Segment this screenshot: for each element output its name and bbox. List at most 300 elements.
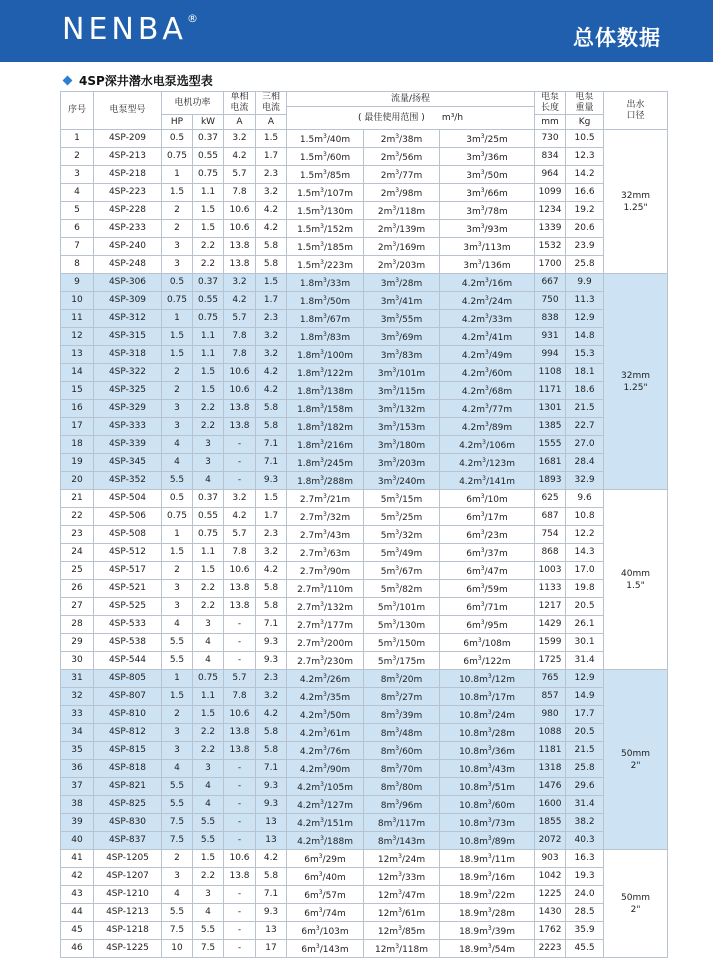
cell-length: 1532 bbox=[535, 238, 566, 256]
cell-flow-2: $12m^3/118m$ bbox=[364, 940, 440, 958]
cell-model: 4SP-309 bbox=[94, 292, 162, 310]
cell-no: 1 bbox=[61, 130, 94, 148]
cell-kw: 5.5 bbox=[193, 814, 224, 832]
table-row bbox=[61, 904, 668, 922]
cell-length: 1301 bbox=[535, 400, 566, 418]
cell-kw: 0.75 bbox=[193, 670, 224, 688]
cell-flow-1: $2.7m^3/43m$ bbox=[287, 526, 364, 544]
cell-model: 4SP-1213 bbox=[94, 904, 162, 922]
cell-flow-2: $8m^3/20m$ bbox=[364, 670, 440, 688]
cell-three-amp: 5.8 bbox=[256, 418, 287, 436]
cell-hp: 1 bbox=[162, 670, 193, 688]
cell-kw: 7.5 bbox=[193, 940, 224, 958]
table-row bbox=[61, 796, 668, 814]
cell-three-amp: 9.3 bbox=[256, 778, 287, 796]
cell-kw: 0.55 bbox=[193, 148, 224, 166]
table-row bbox=[61, 202, 668, 220]
cell-hp: 1 bbox=[162, 310, 193, 328]
cell-three-amp: 9.3 bbox=[256, 796, 287, 814]
cell-three-amp: 2.3 bbox=[256, 166, 287, 184]
cell-single-amp: 7.8 bbox=[224, 346, 256, 364]
cell-no: 42 bbox=[61, 868, 94, 886]
cell-model: 4SP-312 bbox=[94, 310, 162, 328]
cell-flow-3: $3m^3/136m$ bbox=[440, 256, 535, 274]
cell-no: 31 bbox=[61, 670, 94, 688]
cell-weight: 24.0 bbox=[566, 886, 604, 904]
cell-hp: 5.5 bbox=[162, 652, 193, 670]
cell-kw: 0.75 bbox=[193, 310, 224, 328]
cell-flow-3: $18.9m^3/11m$ bbox=[440, 850, 535, 868]
cell-flow-3: $10.8m^3/12m$ bbox=[440, 670, 535, 688]
cell-hp: 2 bbox=[162, 202, 193, 220]
cell-weight: 12.2 bbox=[566, 526, 604, 544]
cell-weight: 27.0 bbox=[566, 436, 604, 454]
header-motor-power: 电机功率 bbox=[162, 92, 224, 115]
cell-flow-2: $2m^3/77m$ bbox=[364, 166, 440, 184]
cell-flow-3: $10.8m^3/73m$ bbox=[440, 814, 535, 832]
cell-flow-2: $8m^3/39m$ bbox=[364, 706, 440, 724]
cell-hp: 7.5 bbox=[162, 832, 193, 850]
cell-model: 4SP-506 bbox=[94, 508, 162, 526]
cell-kw: 4 bbox=[193, 634, 224, 652]
cell-three-amp: 13 bbox=[256, 832, 287, 850]
header-weight: 电泵 重量 bbox=[566, 92, 604, 115]
cell-weight: 21.5 bbox=[566, 400, 604, 418]
cell-flow-3: $3m^3/25m$ bbox=[440, 130, 535, 148]
cell-kw: 1.1 bbox=[193, 544, 224, 562]
cell-single-amp: 10.6 bbox=[224, 562, 256, 580]
cell-weight: 45.5 bbox=[566, 940, 604, 958]
cell-kw: 4 bbox=[193, 652, 224, 670]
cell-flow-1: $6m^3/74m$ bbox=[287, 904, 364, 922]
cell-single-amp: - bbox=[224, 760, 256, 778]
cell-flow-1: $1.8m^3/100m$ bbox=[287, 346, 364, 364]
cell-weight: 16.6 bbox=[566, 184, 604, 202]
cell-no: 44 bbox=[61, 904, 94, 922]
cell-no: 12 bbox=[61, 328, 94, 346]
cell-hp: 10 bbox=[162, 940, 193, 958]
cell-single-amp: 7.8 bbox=[224, 184, 256, 202]
cell-flow-1: $4.2m^3/35m$ bbox=[287, 688, 364, 706]
cell-three-amp: 1.7 bbox=[256, 292, 287, 310]
cell-flow-3: $4.2m^3/41m$ bbox=[440, 328, 535, 346]
cell-single-amp: 13.8 bbox=[224, 868, 256, 886]
cell-single-amp: 7.8 bbox=[224, 328, 256, 346]
cell-flow-2: $2m^3/38m$ bbox=[364, 130, 440, 148]
cell-weight: 20.5 bbox=[566, 598, 604, 616]
cell-model: 4SP-345 bbox=[94, 454, 162, 472]
cell-weight: 12.3 bbox=[566, 148, 604, 166]
cell-length: 1855 bbox=[535, 814, 566, 832]
cell-flow-2: $12m^3/47m$ bbox=[364, 886, 440, 904]
cell-flow-2: $8m^3/143m$ bbox=[364, 832, 440, 850]
cell-no: 3 bbox=[61, 166, 94, 184]
table-row bbox=[61, 724, 668, 742]
cell-hp: 4 bbox=[162, 436, 193, 454]
cell-length: 1171 bbox=[535, 382, 566, 400]
cell-model: 4SP-525 bbox=[94, 598, 162, 616]
cell-single-amp: 13.8 bbox=[224, 580, 256, 598]
cell-no: 15 bbox=[61, 382, 94, 400]
cell-length: 730 bbox=[535, 130, 566, 148]
table-row bbox=[61, 868, 668, 886]
cell-no: 16 bbox=[61, 400, 94, 418]
cell-kw: 3 bbox=[193, 760, 224, 778]
cell-hp: 1.5 bbox=[162, 184, 193, 202]
cell-flow-2: $3m^3/55m$ bbox=[364, 310, 440, 328]
cell-three-amp: 9.3 bbox=[256, 904, 287, 922]
table-row bbox=[61, 238, 668, 256]
cell-weight: 25.8 bbox=[566, 256, 604, 274]
table-row bbox=[61, 778, 668, 796]
cell-hp: 0.5 bbox=[162, 490, 193, 508]
cell-single-amp: - bbox=[224, 940, 256, 958]
cell-flow-2: $3m^3/115m$ bbox=[364, 382, 440, 400]
cell-flow-3: $3m^3/78m$ bbox=[440, 202, 535, 220]
cell-kw: 1.1 bbox=[193, 688, 224, 706]
table-row bbox=[61, 148, 668, 166]
cell-flow-2: $5m^3/82m$ bbox=[364, 580, 440, 598]
cell-hp: 2 bbox=[162, 706, 193, 724]
cell-weight: 20.5 bbox=[566, 724, 604, 742]
cell-length: 1429 bbox=[535, 616, 566, 634]
cell-flow-3: $4.2m^3/16m$ bbox=[440, 274, 535, 292]
table-row bbox=[61, 220, 668, 238]
cell-model: 4SP-306 bbox=[94, 274, 162, 292]
section-title-text: 4SP深井潜水电泵选型表 bbox=[79, 74, 213, 88]
header-three-phase: 三相 电流 bbox=[256, 92, 287, 115]
cell-hp: 1.5 bbox=[162, 544, 193, 562]
cell-kw: 1.1 bbox=[193, 328, 224, 346]
cell-kw: 2.2 bbox=[193, 256, 224, 274]
cell-three-amp: 4.2 bbox=[256, 562, 287, 580]
cell-three-amp: 2.3 bbox=[256, 310, 287, 328]
cell-flow-1: $1.5m^3/40m$ bbox=[287, 130, 364, 148]
cell-model: 4SP-322 bbox=[94, 364, 162, 382]
cell-model: 4SP-512 bbox=[94, 544, 162, 562]
cell-model: 4SP-318 bbox=[94, 346, 162, 364]
cell-three-amp: 9.3 bbox=[256, 652, 287, 670]
cell-kw: 1.5 bbox=[193, 562, 224, 580]
header-model: 电泵型号 bbox=[94, 92, 162, 130]
cell-kw: 0.55 bbox=[193, 508, 224, 526]
cell-weight: 23.9 bbox=[566, 238, 604, 256]
cell-hp: 7.5 bbox=[162, 922, 193, 940]
cell-flow-1: $6m^3/143m$ bbox=[287, 940, 364, 958]
cell-single-amp: - bbox=[224, 436, 256, 454]
cell-length: 1385 bbox=[535, 418, 566, 436]
cell-no: 30 bbox=[61, 652, 94, 670]
cell-hp: 4 bbox=[162, 886, 193, 904]
cell-flow-1: $2.7m^3/230m$ bbox=[287, 652, 364, 670]
table-row bbox=[61, 940, 668, 958]
table-row bbox=[61, 562, 668, 580]
cell-length: 765 bbox=[535, 670, 566, 688]
cell-hp: 3 bbox=[162, 418, 193, 436]
cell-single-amp: 13.8 bbox=[224, 724, 256, 742]
cell-weight: 25.8 bbox=[566, 760, 604, 778]
cell-single-amp: - bbox=[224, 886, 256, 904]
cell-flow-2: $3m^3/69m$ bbox=[364, 328, 440, 346]
cell-weight: 18.1 bbox=[566, 364, 604, 382]
cell-single-amp: 10.6 bbox=[224, 706, 256, 724]
cell-flow-2: $5m^3/175m$ bbox=[364, 652, 440, 670]
cell-flow-1: $4.2m^3/61m$ bbox=[287, 724, 364, 742]
cell-model: 4SP-538 bbox=[94, 634, 162, 652]
cell-three-amp: 5.8 bbox=[256, 400, 287, 418]
cell-three-amp: 4.2 bbox=[256, 382, 287, 400]
cell-flow-3: $4.2m^3/77m$ bbox=[440, 400, 535, 418]
table-header bbox=[61, 92, 668, 130]
cell-flow-1: $1.5m^3/60m$ bbox=[287, 148, 364, 166]
cell-flow-1: $4.2m^3/127m$ bbox=[287, 796, 364, 814]
cell-hp: 0.5 bbox=[162, 274, 193, 292]
cell-flow-1: $4.2m^3/26m$ bbox=[287, 670, 364, 688]
cell-flow-3: $6m^3/108m$ bbox=[440, 634, 535, 652]
cell-flow-3: $18.9m^3/39m$ bbox=[440, 922, 535, 940]
cell-length: 1133 bbox=[535, 580, 566, 598]
table-row bbox=[61, 544, 668, 562]
cell-model: 4SP-213 bbox=[94, 148, 162, 166]
cell-no: 6 bbox=[61, 220, 94, 238]
cell-three-amp: 7.1 bbox=[256, 616, 287, 634]
cell-flow-3: $3m^3/36m$ bbox=[440, 148, 535, 166]
cell-hp: 2 bbox=[162, 562, 193, 580]
cell-kw: 3 bbox=[193, 886, 224, 904]
cell-flow-2: $5m^3/67m$ bbox=[364, 562, 440, 580]
cell-flow-3: $6m^3/17m$ bbox=[440, 508, 535, 526]
cell-length: 980 bbox=[535, 706, 566, 724]
cell-flow-2: $5m^3/25m$ bbox=[364, 508, 440, 526]
cell-weight: 9.6 bbox=[566, 490, 604, 508]
cell-kw: 1.5 bbox=[193, 850, 224, 868]
cell-weight: 38.2 bbox=[566, 814, 604, 832]
cell-hp: 3 bbox=[162, 238, 193, 256]
cell-flow-2: $2m^3/203m$ bbox=[364, 256, 440, 274]
cell-three-amp: 17 bbox=[256, 940, 287, 958]
cell-flow-1: $6m^3/40m$ bbox=[287, 868, 364, 886]
cell-kw: 1.1 bbox=[193, 184, 224, 202]
cell-no: 39 bbox=[61, 814, 94, 832]
cell-no: 21 bbox=[61, 490, 94, 508]
cell-model: 4SP-240 bbox=[94, 238, 162, 256]
cell-flow-3: $4.2m^3/68m$ bbox=[440, 382, 535, 400]
cell-kw: 0.37 bbox=[193, 130, 224, 148]
cell-kw: 3 bbox=[193, 436, 224, 454]
cell-single-amp: - bbox=[224, 778, 256, 796]
cell-length: 1181 bbox=[535, 742, 566, 760]
cell-single-amp: - bbox=[224, 616, 256, 634]
cell-model: 4SP-533 bbox=[94, 616, 162, 634]
cell-model: 4SP-352 bbox=[94, 472, 162, 490]
cell-flow-1: $4.2m^3/151m$ bbox=[287, 814, 364, 832]
cell-weight: 28.5 bbox=[566, 904, 604, 922]
cell-flow-2: $2m^3/98m$ bbox=[364, 184, 440, 202]
cell-single-amp: - bbox=[224, 652, 256, 670]
cell-hp: 2 bbox=[162, 382, 193, 400]
cell-flow-1: $2.7m^3/132m$ bbox=[287, 598, 364, 616]
cell-weight: 18.6 bbox=[566, 382, 604, 400]
cell-three-amp: 13 bbox=[256, 922, 287, 940]
cell-flow-1: $1.5m^3/185m$ bbox=[287, 238, 364, 256]
cell-flow-1: $2.7m^3/177m$ bbox=[287, 616, 364, 634]
cell-kw: 1.5 bbox=[193, 706, 224, 724]
cell-flow-2: $2m^3/169m$ bbox=[364, 238, 440, 256]
table-row bbox=[61, 400, 668, 418]
cell-hp: 2 bbox=[162, 220, 193, 238]
cell-flow-2: $3m^3/101m$ bbox=[364, 364, 440, 382]
cell-hp: 5.5 bbox=[162, 778, 193, 796]
cell-flow-3: $4.2m^3/141m$ bbox=[440, 472, 535, 490]
cell-model: 4SP-1225 bbox=[94, 940, 162, 958]
cell-model: 4SP-248 bbox=[94, 256, 162, 274]
cell-weight: 26.1 bbox=[566, 616, 604, 634]
cell-flow-1: $6m^3/57m$ bbox=[287, 886, 364, 904]
cell-flow-3: $4.2m^3/33m$ bbox=[440, 310, 535, 328]
cell-flow-2: $12m^3/24m$ bbox=[364, 850, 440, 868]
header-three-amp: A bbox=[256, 115, 287, 130]
cell-single-amp: 10.6 bbox=[224, 220, 256, 238]
cell-flow-1: $4.2m^3/90m$ bbox=[287, 760, 364, 778]
cell-single-amp: - bbox=[224, 454, 256, 472]
table-row bbox=[61, 274, 668, 292]
cell-single-amp: 13.8 bbox=[224, 400, 256, 418]
diamond-bullet-icon bbox=[63, 76, 73, 86]
cell-kw: 1.5 bbox=[193, 364, 224, 382]
cell-flow-1: $1.5m^3/107m$ bbox=[287, 184, 364, 202]
cell-hp: 3 bbox=[162, 868, 193, 886]
cell-hp: 4 bbox=[162, 616, 193, 634]
cell-flow-2: $8m^3/70m$ bbox=[364, 760, 440, 778]
cell-three-amp: 3.2 bbox=[256, 328, 287, 346]
cell-weight: 30.1 bbox=[566, 634, 604, 652]
cell-flow-1: $1.5m^3/85m$ bbox=[287, 166, 364, 184]
header-flow-head: 流量/扬程 bbox=[287, 92, 535, 107]
cell-flow-3: $6m^3/122m$ bbox=[440, 652, 535, 670]
cell-weight: 17.0 bbox=[566, 562, 604, 580]
cell-no: 43 bbox=[61, 886, 94, 904]
cell-three-amp: 4.2 bbox=[256, 364, 287, 382]
cell-no: 7 bbox=[61, 238, 94, 256]
cell-flow-1: $1.5m^3/223m$ bbox=[287, 256, 364, 274]
cell-length: 1217 bbox=[535, 598, 566, 616]
cell-single-amp: 4.2 bbox=[224, 292, 256, 310]
cell-three-amp: 5.8 bbox=[256, 742, 287, 760]
cell-kw: 0.37 bbox=[193, 490, 224, 508]
cell-length: 994 bbox=[535, 346, 566, 364]
cell-kw: 3 bbox=[193, 454, 224, 472]
cell-flow-2: $5m^3/150m$ bbox=[364, 634, 440, 652]
cell-length: 2072 bbox=[535, 832, 566, 850]
table-row bbox=[61, 490, 668, 508]
header-length-unit: mm bbox=[535, 115, 566, 130]
cell-length: 625 bbox=[535, 490, 566, 508]
table-row bbox=[61, 310, 668, 328]
cell-kw: 2.2 bbox=[193, 418, 224, 436]
cell-kw: 5.5 bbox=[193, 832, 224, 850]
header-banner bbox=[0, 0, 713, 62]
cell-kw: 0.55 bbox=[193, 292, 224, 310]
cell-no: 41 bbox=[61, 850, 94, 868]
cell-three-amp: 5.8 bbox=[256, 238, 287, 256]
cell-no: 23 bbox=[61, 526, 94, 544]
table-row bbox=[61, 166, 668, 184]
cell-flow-1: $1.8m^3/67m$ bbox=[287, 310, 364, 328]
cell-length: 1476 bbox=[535, 778, 566, 796]
cell-flow-3: $18.9m^3/16m$ bbox=[440, 868, 535, 886]
cell-three-amp: 7.1 bbox=[256, 454, 287, 472]
cell-no: 26 bbox=[61, 580, 94, 598]
cell-flow-3: $10.8m^3/17m$ bbox=[440, 688, 535, 706]
cell-flow-1: $2.7m^3/32m$ bbox=[287, 508, 364, 526]
cell-outlet: 32mm 1.25" bbox=[604, 130, 668, 274]
cell-three-amp: 3.2 bbox=[256, 346, 287, 364]
cell-kw: 4 bbox=[193, 472, 224, 490]
cell-flow-1: $6m^3/29m$ bbox=[287, 850, 364, 868]
cell-model: 4SP-233 bbox=[94, 220, 162, 238]
cell-flow-1: $1.5m^3/152m$ bbox=[287, 220, 364, 238]
table-row bbox=[61, 418, 668, 436]
cell-hp: 4 bbox=[162, 454, 193, 472]
cell-three-amp: 9.3 bbox=[256, 472, 287, 490]
cell-single-amp: 10.6 bbox=[224, 202, 256, 220]
cell-flow-2: $2m^3/139m$ bbox=[364, 220, 440, 238]
cell-kw: 4 bbox=[193, 778, 224, 796]
cell-kw: 3 bbox=[193, 616, 224, 634]
cell-flow-2: $3m^3/132m$ bbox=[364, 400, 440, 418]
cell-hp: 5.5 bbox=[162, 472, 193, 490]
cell-hp: 5.5 bbox=[162, 904, 193, 922]
cell-single-amp: 3.2 bbox=[224, 130, 256, 148]
cell-length: 2223 bbox=[535, 940, 566, 958]
header-kw: kW bbox=[193, 115, 224, 130]
cell-flow-1: $2.7m^3/90m$ bbox=[287, 562, 364, 580]
cell-flow-3: $4.2m^3/60m$ bbox=[440, 364, 535, 382]
cell-model: 4SP-315 bbox=[94, 328, 162, 346]
cell-length: 750 bbox=[535, 292, 566, 310]
cell-model: 4SP-807 bbox=[94, 688, 162, 706]
table-row bbox=[61, 292, 668, 310]
cell-weight: 14.2 bbox=[566, 166, 604, 184]
cell-single-amp: 5.7 bbox=[224, 670, 256, 688]
cell-flow-3: $10.8m^3/36m$ bbox=[440, 742, 535, 760]
table-row bbox=[61, 670, 668, 688]
cell-flow-1: $1.5m^3/130m$ bbox=[287, 202, 364, 220]
cell-no: 19 bbox=[61, 454, 94, 472]
cell-flow-2: $12m^3/61m$ bbox=[364, 904, 440, 922]
cell-length: 1600 bbox=[535, 796, 566, 814]
cell-kw: 2.2 bbox=[193, 400, 224, 418]
table-row bbox=[61, 346, 668, 364]
table-row bbox=[61, 184, 668, 202]
cell-single-amp: 7.8 bbox=[224, 688, 256, 706]
cell-flow-3: $3m^3/113m$ bbox=[440, 238, 535, 256]
cell-single-amp: - bbox=[224, 814, 256, 832]
cell-flow-2: $3m^3/180m$ bbox=[364, 436, 440, 454]
cell-hp: 0.5 bbox=[162, 130, 193, 148]
cell-length: 1893 bbox=[535, 472, 566, 490]
cell-weight: 10.5 bbox=[566, 130, 604, 148]
cell-length: 857 bbox=[535, 688, 566, 706]
cell-hp: 2 bbox=[162, 850, 193, 868]
cell-hp: 3 bbox=[162, 724, 193, 742]
cell-no: 11 bbox=[61, 310, 94, 328]
cell-flow-1: $4.2m^3/188m$ bbox=[287, 832, 364, 850]
cell-flow-2: $3m^3/153m$ bbox=[364, 418, 440, 436]
cell-length: 667 bbox=[535, 274, 566, 292]
cell-model: 4SP-544 bbox=[94, 652, 162, 670]
cell-flow-2: $8m^3/60m$ bbox=[364, 742, 440, 760]
